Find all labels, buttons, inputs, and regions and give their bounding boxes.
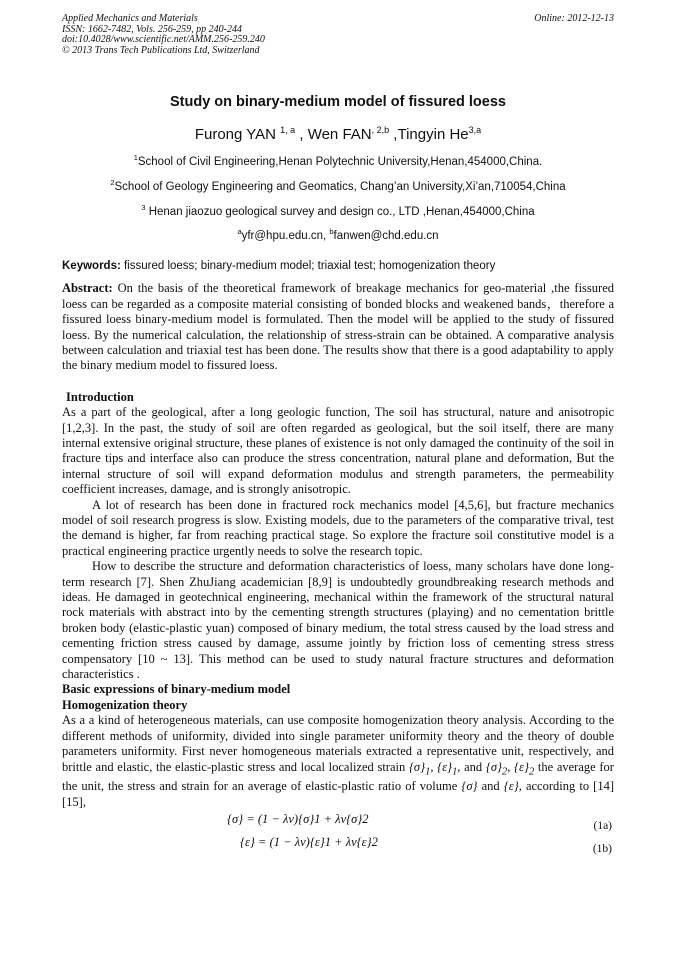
affiliations <box>62 151 614 243</box>
abstract <box>62 281 614 373</box>
paragraph-text: the average for the unit, the stress and strain for an average of elastic-plastic ratio of volume <box>62 759 614 794</box>
abstract-text: On the basis of the theoretical framework of breakage mechanics for geo-material ,the fissured loess can be regarded as a composite material consisting of bonded blocks and weakened bands，therefore a fissured loess binary-medium model is formulated. Then the model will be applied to the study of fissured loess. By the numerical calculation, the relationship of stress-strain can be obtained. A comparative analysis between calculation and triaxial test has been done. The results show that there is a good adaptability to apply the binary medium model to fissured loess. <box>62 281 614 373</box>
section-heading: Basic expressions of binary-medium model <box>62 682 291 697</box>
equation-number: (1b) <box>592 843 612 856</box>
equation-number: (1a) <box>593 820 612 833</box>
author-name: Wen FAN <box>307 126 372 143</box>
keywords-label: Keywords: <box>62 260 121 273</box>
paper-page <box>62 14 614 856</box>
math-symbol: $\{\sigma\}_2$, $\{\varepsilon\}_2$ <box>485 759 535 777</box>
affiliation-line <box>62 151 614 169</box>
paragraph: How to describe the structure and deformation characteristics of loess, many scholars have done long-term research [7]. Shen ZhuJiang academician [8,9] is undoubtedly groundbreaking research methods and ideas. He damaged in geotechnical engineering, mechanical within the framework of the structural natural rock materials with abstract into by the cementing strength structures (playing) and no cementation brittle broken body (elastic-plastic yuan) composed of binary medium, the total stress caused by the load stress and cementing friction stress caused by damage, assume jointly by friction loss of cementing stress stress compensatory [10 ~ 13]. This method can be used to study natural fracture structures and deformation characteristics . <box>62 559 614 682</box>
author-name: Tingyin He <box>397 126 469 143</box>
math-symbol: {σ} <box>461 779 478 794</box>
paragraph-text: As a a kind of heterogeneous materials, can use composite homogenization theory analysis. According to the different methods of uniformity, divided into single parameter uniformity theory and the theory of double parameters uniformity. First never homogeneous materials extracted a representative unit, respectively, and brittle and elastic, the elastic-plastic stress and local localized strain <box>62 713 614 774</box>
author-name: Furong YAN <box>194 126 276 143</box>
journal-header <box>62 14 614 56</box>
paragraph: A lot of research has been done in fractured rock mechanics model [4,5,6], but fracture mechanics model of soil research progress is slow. Existing models, due to the parameters of the comparative trival, test the demand is higher, far from reaching practical stage. So explore the fracture soil constitutive model is a practical engineering practice urgently needs to solve the research topic. <box>62 497 614 558</box>
issn-line: ISSN: 1662-7482, Vols. 256-259, pp 240-244 <box>62 23 242 35</box>
paragraph-text: and <box>477 779 504 794</box>
affiliation-line <box>62 176 614 194</box>
affiliation-text: School of Civil Engineering,Henan Polytechnic University,Henan,454000,China. <box>137 155 543 168</box>
equation-expression: {ε} = (1 − λv){ε}1 + λv{ε}2 <box>240 835 378 850</box>
author-affiliation-mark: 3,a <box>468 125 482 135</box>
author-separator: , <box>389 126 398 143</box>
paragraph: As a part of the geological, after a long geologic function, The soil has structural, nature and anisotropic [1,2,3]. In the past, the study of soil are often regarded as geological, but the soil itself, there are many internal extensive original structure, these planes of existence is not only damaged the continuity of the soil in fracture tips and interface also can produce the stress concentration, natural plane and deformation, But the internal structure of soil will expand deformation modulus and strength parameters, the permeability coefficient increases, damage, and is strongly anisotropic. <box>62 405 614 497</box>
introduction-heading: Introduction <box>66 389 134 404</box>
author-list <box>62 125 614 143</box>
subsection-heading: Homogenization theory <box>62 697 188 712</box>
copyright-line: © 2013 Trans Tech Publications Ltd, Switzerland <box>62 44 260 56</box>
journal-name: Applied Mechanics and Materials <box>62 13 198 24</box>
affiliation-line <box>62 201 614 219</box>
affiliation-mark: 3 <box>141 202 146 212</box>
affiliation-text: School of Geology Engineering and Geomatics, Chang’an University,Xi’an,710054,China <box>114 180 566 193</box>
email-mark: b <box>329 227 334 237</box>
email-address: fanwen@chd.edu.cn <box>333 230 439 243</box>
author-affiliation-mark: 1, a <box>280 125 296 135</box>
abstract-label: Abstract: <box>62 281 113 296</box>
keywords <box>62 260 614 272</box>
paragraph-text: , and <box>457 759 486 774</box>
email-mark: a <box>237 227 242 237</box>
equation-1a <box>62 810 614 833</box>
math-symbol: $\{\sigma\}_1$, $\{\varepsilon\}_1$ <box>408 759 458 777</box>
paragraph-text: , according to [14] [15], <box>62 779 615 809</box>
author-separator: , <box>295 126 308 143</box>
affiliation-mark: 1 <box>133 153 138 162</box>
affiliation-text: Henan jiaozuo geological survey and design co., LTD ,Henan,454000,China <box>145 205 535 218</box>
affiliation-mark: 2 <box>110 177 115 187</box>
paper-title: Study on binary-medium model of fissured loess <box>170 94 506 110</box>
keywords-text: fissured loess; binary-medium model; triaxial test; homogenization theory <box>120 260 496 273</box>
equation-expression: {σ} = (1 − λv){σ}1 + λv{σ}2 <box>227 812 369 827</box>
online-date: Online: 2012-12-13 <box>534 13 614 24</box>
email-address: yfr@hpu.edu.cn, <box>241 230 330 243</box>
equation-1b <box>62 833 614 856</box>
email-line <box>62 225 614 243</box>
paragraph <box>62 713 614 810</box>
author-affiliation-mark: , 2,b <box>371 125 390 135</box>
doi-line: doi:10.4028/www.scientific.net/AMM.256-259.240 <box>62 34 265 45</box>
math-symbol: {ε} <box>503 779 519 794</box>
